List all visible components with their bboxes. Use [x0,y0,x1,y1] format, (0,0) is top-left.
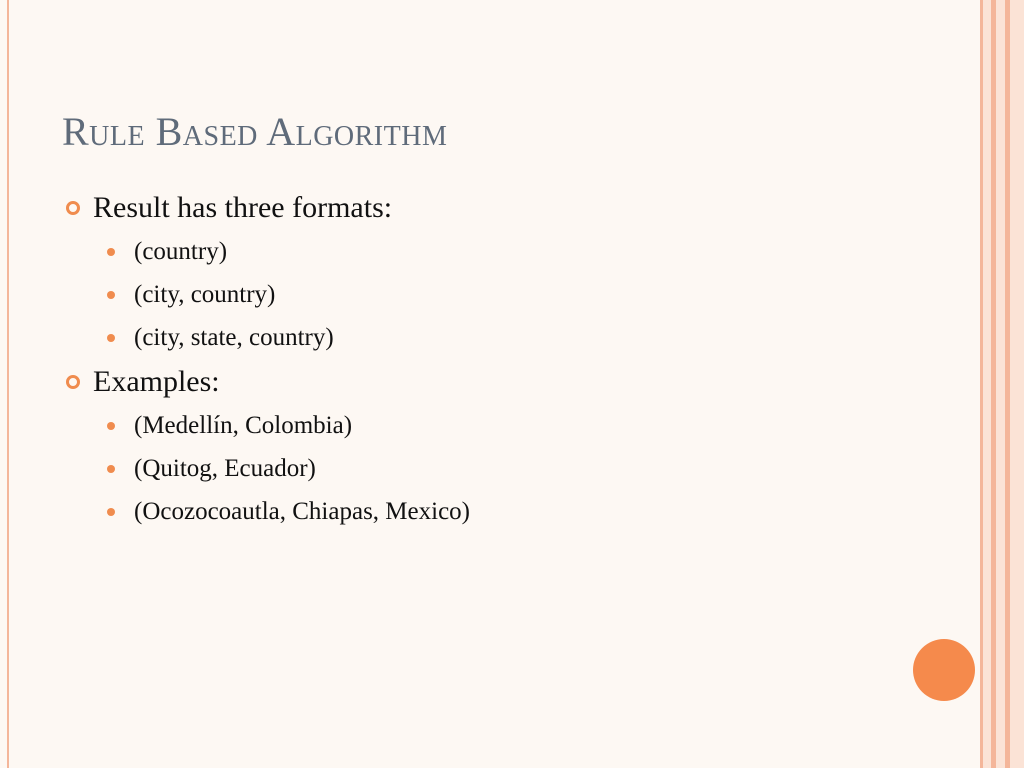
left-border-line [7,0,9,768]
bullet-item-level2 [62,404,942,447]
stripe [983,0,991,768]
bullet-text: (Quitog, Ecuador) [134,455,316,482]
filled-dot-bullet-icon [107,508,115,516]
slide-title: Rule Based Algorithm [62,109,448,154]
right-stripe-decoration [980,0,1024,768]
bullet-text: (Medellín, Colombia) [134,412,353,439]
bullet-text: (country) [134,238,228,265]
bullet-text: (city, country) [134,281,276,308]
hollow-circle-bullet-icon [66,375,80,389]
bullet-item-level1 [62,185,942,230]
filled-dot-bullet-icon [107,291,115,299]
bullet-item-level2 [62,316,942,359]
bullet-text: Examples: [93,365,220,398]
bullet-item-level1 [62,359,942,404]
stripe [1010,0,1024,768]
filled-dot-bullet-icon [107,465,115,473]
bullet-item-level2 [62,490,942,533]
bullet-item-level2 [62,230,942,273]
bullet-item-level2 [62,447,942,490]
bullet-text: (city, state, country) [134,324,334,351]
filled-dot-bullet-icon [107,248,115,256]
filled-dot-bullet-icon [107,422,115,430]
bullet-text: (Ocozocoautla, Chiapas, Mexico) [134,498,470,525]
stripe [996,0,1005,768]
slide-content [62,185,942,533]
orange-circle-decoration [913,639,975,701]
filled-dot-bullet-icon [107,334,115,342]
bullet-text: Result has three formats: [93,191,393,224]
bullet-item-level2 [62,273,942,316]
hollow-circle-bullet-icon [66,201,80,215]
